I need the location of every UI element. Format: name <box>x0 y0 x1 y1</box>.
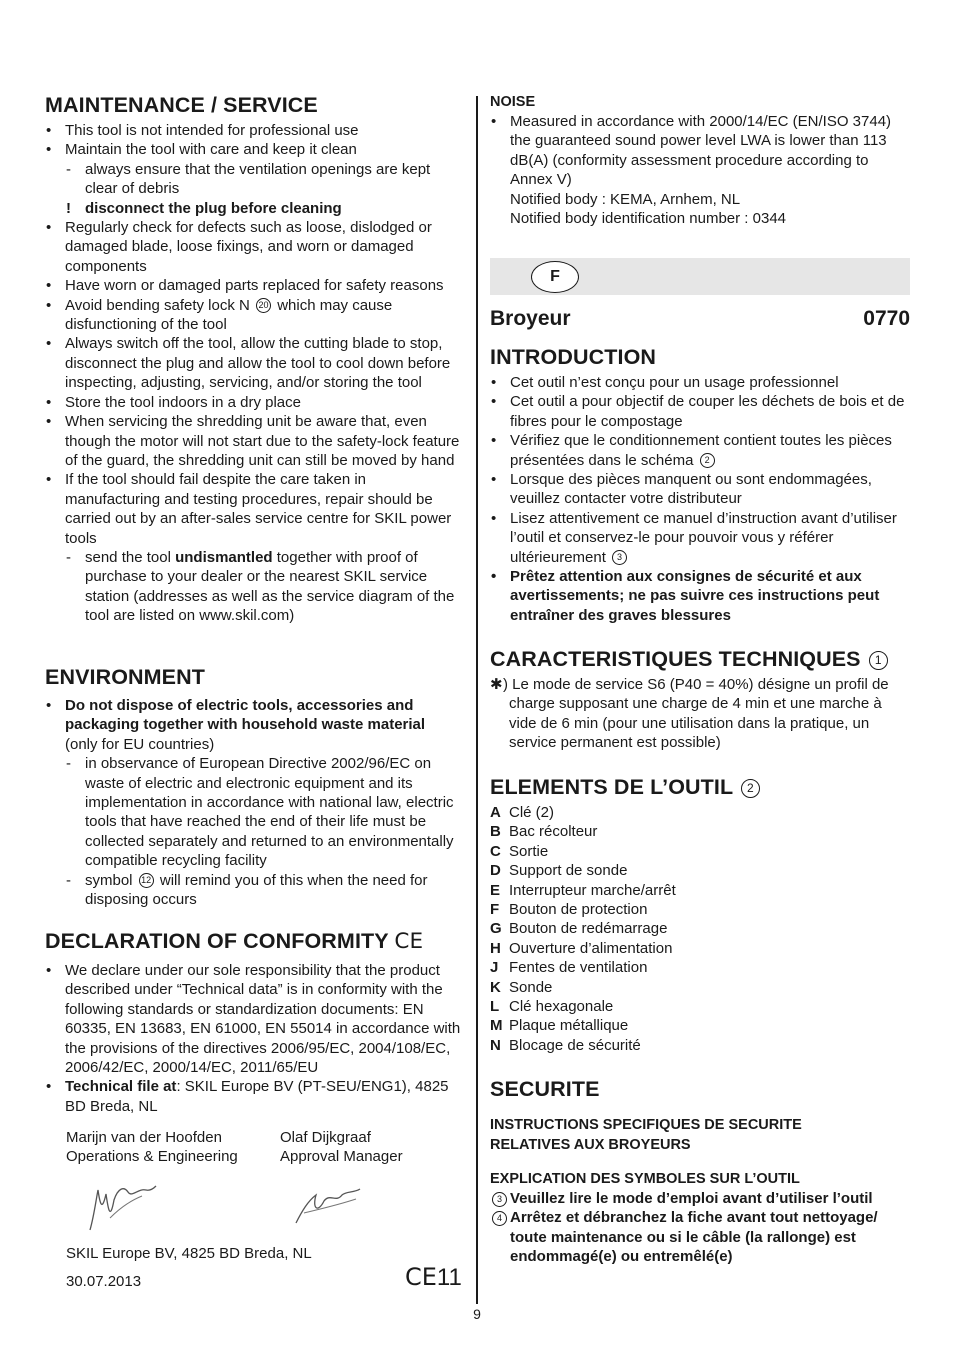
elements-title: ELEMENTS DE L’OUTIL 2 <box>490 774 910 800</box>
asterisk-icon: ✱ <box>490 675 503 693</box>
environment-list <box>45 696 465 909</box>
signatory-role: Approval Manager <box>280 1148 403 1166</box>
list-item: G Bouton de redémarrage <box>490 920 668 938</box>
list-item: • Do not dispose of electric tools, accessories and packaging together with household waste material (only for EU countries) - in observance of European Directive 2002/96/EC on waste of electric and electronic equipment and its implementation in accordance with national law, electric tools that have reached the end of their life must be collected separately and returned to an environmentally compatible recycling facility - symbol 12 will remind you of this when the need for disposing occurs <box>45 696 465 909</box>
signatory-name: Olaf Dijkgraaf <box>280 1129 371 1146</box>
ref-number: 3 <box>492 1192 507 1207</box>
environment-title: ENVIRONMENT <box>45 665 205 689</box>
list-item: • Always switch off the tool, allow the cutting blade to stop, disconnect the plug and allow the tool to cool down before inspecting, adjusting, servicing, and/or storing the tool <box>45 334 465 392</box>
sub-list <box>65 548 465 626</box>
list-item: • Technical file at: SKIL Europe BV (PT-SEU/ENG1), 4825 BD Breda, NL <box>45 1077 465 1116</box>
introduction-section <box>490 344 910 625</box>
ce-mark-icon: CE <box>405 1263 437 1291</box>
introduction-list <box>490 373 910 625</box>
list-item: B Bac récolteur <box>490 823 598 841</box>
list-item: - send the tool undismantled together with proof of purchase to your dealer or the nearest SKIL service station (addresses as well as the service diagram of the tool are listed on www.skil.com) <box>65 548 465 626</box>
list-item: • This tool is not intended for professional use <box>45 121 465 140</box>
securite-section <box>490 1076 910 1267</box>
symbols-subtitle: EXPLICATION DES SYMBOLES SUR L’OUTIL <box>490 1171 800 1187</box>
parts-list <box>490 803 910 1055</box>
list-item: C Sortie <box>490 842 549 860</box>
ref-number: 3 <box>612 550 627 565</box>
noise-section <box>490 92 910 228</box>
signatory-name: Marijn van der Hoofden <box>66 1129 222 1146</box>
sub-list <box>65 160 465 199</box>
date: 30.07.2013 <box>66 1273 142 1290</box>
list-item: • If the tool should fail despite the care taken in manufacturing and testing procedures, repair should be carried out by an after-sales service centre for SKIL power tools - send the tool undismantled together with proof of purchase to your dealer or the nearest SKIL service station (addresses as well as the service diagram of the tool are listed on www.skil.com) <box>45 470 465 625</box>
maintenance-section <box>45 92 465 626</box>
maintenance-list <box>45 121 465 626</box>
list-item: • Avoid bending safety lock N 20 which may cause disfunctioning of the tool <box>45 296 465 335</box>
signature-1-icon <box>80 1178 160 1236</box>
list-item: 4 Arrêtez et débranchez la fiche avant tout nettoyage/ toute maintenance ou si le câble (la rallonge) est endommagé(e) ou entremêlé(e) <box>490 1208 910 1266</box>
list-item: H Ouverture d’alimentation <box>490 939 673 957</box>
duty-note: ✱ ) Le mode de service S6 (P40 = 40%) désigne un profil de charge supposant une charge de 4 min et une marche à vide de 6 min (pour une utilisation dans la pratique, un service permanent est possible) <box>490 675 889 752</box>
list-item: - in observance of European Directive 2002/96/EC on waste of electric and electronic equipment and its implementation in accordance with national law, electric tools that have reached the end of their life must be collected separately and returned to an environmentally compatible recycling facility <box>65 754 465 870</box>
ref-number: 1 <box>869 651 888 670</box>
warning-line: ! disconnect the plug before cleaning <box>66 199 342 217</box>
list-item: D Support de sonde <box>490 862 628 880</box>
signature-2-icon <box>290 1183 366 1229</box>
list-item: N Blocage de sécurité <box>490 1036 641 1054</box>
ref-number: 2 <box>741 779 760 798</box>
list-item: E Interrupteur marche/arrêt <box>490 881 676 899</box>
ref-number: 2 <box>700 453 715 468</box>
list-item: - symbol 12 will remind you of this when the need for disposing occurs <box>65 871 465 910</box>
language-badge: F <box>531 261 579 293</box>
conformity-title: DECLARATION OF CONFORMITY CE <box>45 929 424 954</box>
noise-list <box>490 112 910 228</box>
list-item: • Prêtez attention aux consignes de sécurité et aux avertissements; ne pas suivre ces instructions peut entraîner des graves blessures <box>490 567 910 625</box>
ce-mark-icon: CE <box>394 929 424 954</box>
product-code: 0770 <box>863 307 910 330</box>
list-item: A Clé (2) <box>490 804 555 821</box>
elements-section <box>490 774 910 1055</box>
list-item: 3 Veuillez lire le mode d’emploi avant d’utiliser l’outil <box>490 1189 910 1208</box>
list-item: J Fentes de ventilation <box>490 959 648 977</box>
list-item: • Measured in accordance with 2000/14/EC (EN/ISO 3744) the guaranteed sound power level LWA is lower than 113 dB(A) (conformity assessment procedure according to Annex V) Notified body : KEMA, Arnhem, NL Notified body identification number : 0344 <box>490 112 910 228</box>
list-item: • When servicing the shredding unit be aware that, even though the motor will not start due to the safety-lock feature of the guard, the shredding unit can still be moved by hand <box>45 412 465 470</box>
list-item: K Sonde <box>490 978 553 996</box>
company-address: SKIL Europe BV, 4825 BD Breda, NL <box>66 1245 312 1262</box>
column-divider <box>476 96 478 1304</box>
ref-number: 4 <box>492 1211 507 1226</box>
conformity-list <box>45 961 465 1116</box>
list-item: L Clé hexagonale <box>490 998 614 1016</box>
list-item: • Lisez attentivement ce manuel d’instruction avant d’utiliser l’outil et conservez-le pour pouvoir vous y référer ultérieurement 3 <box>490 509 910 567</box>
language-bar <box>490 258 910 295</box>
caracteristiques-section <box>490 646 910 753</box>
ref-number: 20 <box>256 298 271 313</box>
page-number: 9 <box>473 1306 481 1322</box>
securite-subtitle: INSTRUCTIONS SPECIFIQUES DE SECURITE RELATIVES AUX BROYEURS <box>490 1117 802 1153</box>
caracteristiques-title: CARACTERISTIQUES TECHNIQUES 1 <box>490 646 910 672</box>
signatory-2 <box>280 1128 470 1167</box>
list-item: M Plaque métallique <box>490 1017 629 1035</box>
list-item: • Cet outil a pour objectif de couper les déchets de bois et de fibres pour le compostage <box>490 392 910 431</box>
maintenance-title: MAINTENANCE / SERVICE <box>45 93 318 117</box>
environment-section <box>45 664 465 909</box>
introduction-title: INTRODUCTION <box>490 345 657 369</box>
conformity-section <box>45 928 465 1116</box>
list-item: • Store the tool indoors in a dry place <box>45 393 465 412</box>
list-item: F Bouton de protection <box>490 901 648 919</box>
signatory-role: Operations & Engineering <box>66 1148 238 1166</box>
list-item: • Maintain the tool with care and keep it clean - always ensure that the ventilation openings are kept clear of debris ! disconnect the plug before cleaning <box>45 140 465 218</box>
list-item: • Have worn or damaged parts replaced for safety reasons <box>45 276 465 295</box>
symbols-list <box>490 1189 910 1267</box>
list-item: • Vérifiez que le conditionnement contient toutes les pièces présentées dans le schéma 2 <box>490 431 910 470</box>
sub-list <box>65 754 465 909</box>
product-name: Broyeur <box>490 307 571 330</box>
list-item: • Lorsque des pièces manquent ou sont endommagées, veuillez contacter votre distributeur <box>490 470 910 509</box>
ce-year-mark: CE11 <box>405 1263 462 1291</box>
list-item: • We declare under our sole responsibility that the product described under “Technical data” is in conformity with the following standards or standardization documents: EN 60335, EN 13683, EN 61000, EN 55014 in accordance with the provisions of the directives 2006/95/EC, 2004/108/EC, 2006/42/EC, 2000/14/EC, 2011/65/EU <box>45 961 465 1077</box>
list-item: • Regularly check for defects such as loose, dislodged or damaged blade, loose fixings, and worn or damaged components <box>45 218 465 276</box>
list-item: - always ensure that the ventilation openings are kept clear of debris <box>65 160 465 199</box>
ref-number: 12 <box>139 873 154 888</box>
noise-title: NOISE <box>490 94 536 110</box>
list-item: • Cet outil n’est conçu pour un usage professionnel <box>490 373 910 392</box>
product-header <box>490 306 910 332</box>
signatory-1 <box>66 1128 266 1167</box>
securite-title: SECURITE <box>490 1077 600 1101</box>
